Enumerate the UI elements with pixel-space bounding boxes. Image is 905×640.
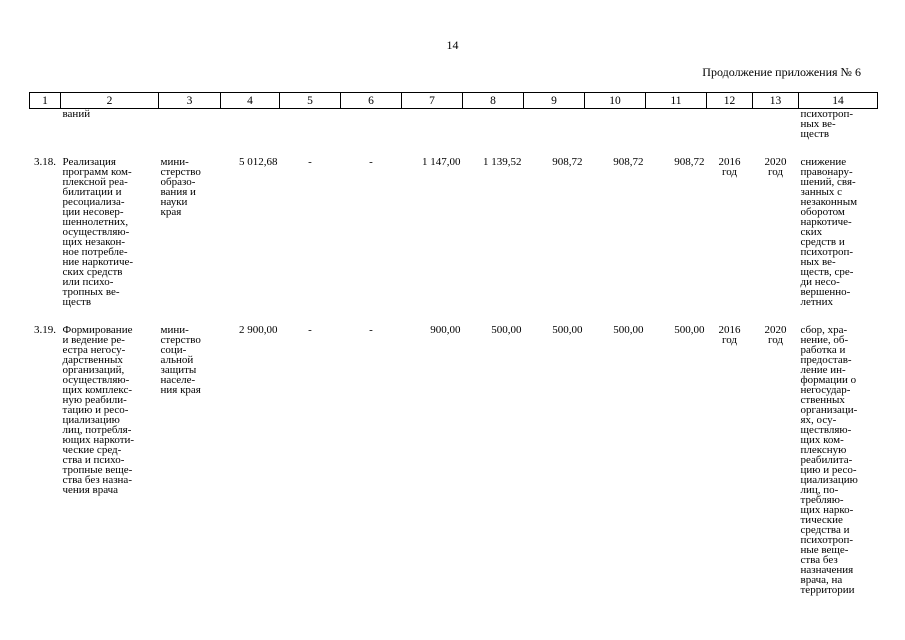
- column-header: 13: [753, 93, 799, 109]
- column-header: 11: [646, 93, 707, 109]
- executor: мини- стерство образо- вания и науки края: [160, 155, 201, 218]
- carry-over-result: психотроп- ных ве- ществ: [800, 108, 854, 140]
- column-header: 6: [341, 93, 402, 109]
- column-header: 7: [402, 93, 463, 109]
- column-header: 9: [524, 93, 585, 109]
- column-header: 12: [707, 93, 753, 109]
- page-number: 14: [446, 38, 459, 52]
- program-table: [29, 92, 878, 595]
- amount-col8: 500,00: [491, 323, 522, 336]
- amount-col5: -: [308, 155, 312, 168]
- amount-col8: 1 139,52: [483, 155, 522, 168]
- amount-col9: 908,72: [552, 155, 583, 168]
- amount-col10: 500,00: [613, 323, 644, 336]
- column-header: 4: [221, 93, 280, 109]
- amount-col6: -: [369, 323, 373, 336]
- expected-result: сбор, хра- нение, об- работка и предостав- ление ин- формации о негосудар- ственных организаци- ях, осу- ществляю- щих ком- плексную реабилита- цию и ресо- циализацию лиц, по- требляю- щих нарко- тические средства и психотроп- ные веще- ства без назначения врача, на территории: [800, 323, 858, 596]
- row-number: 3.18.: [34, 155, 56, 168]
- column-header: 3: [159, 93, 221, 109]
- amount-col11: 500,00: [674, 323, 705, 336]
- start-year: 2016 год: [718, 323, 741, 346]
- column-header: 1: [30, 93, 61, 109]
- table-row: [30, 157, 878, 325]
- end-year: 2020 год: [764, 155, 787, 178]
- table-row: [30, 325, 878, 595]
- activity-name: Формирование и ведение ре- естра негосу- дарственных организаций, осуществляю- щих комплекс- ную реабили- тацию и ресо- циализацию лиц, потребля- ющих наркоти- ческие сред- ства и психо- тропные веще- ства без назна- чения врача: [62, 323, 135, 496]
- column-header: 8: [463, 93, 524, 109]
- total-amount: 2 900,00: [239, 323, 278, 336]
- column-header: 14: [799, 93, 878, 109]
- carry-over-row: [30, 109, 878, 157]
- column-header: 2: [61, 93, 159, 109]
- amount-col10: 908,72: [613, 155, 644, 168]
- executor: мини- стерство соци- альной защиты населе- ния края: [160, 323, 201, 396]
- table-header-row: [30, 93, 878, 109]
- amount-col7: 1 147,00: [422, 155, 461, 168]
- total-amount: 5 012,68: [239, 155, 278, 168]
- row-number: 3.19.: [34, 323, 56, 336]
- carry-over-text: ваний: [62, 108, 91, 120]
- expected-result: снижение правонару- шений, свя- занных с незаконным оборотом наркотиче- ских средств и психотроп- ных ве- ществ, сре- ди несо- вершенно- летних: [800, 155, 858, 308]
- amount-col6: -: [369, 155, 373, 168]
- amount-col11: 908,72: [674, 155, 705, 168]
- amount-col5: -: [308, 323, 312, 336]
- activity-name: Реализация программ ком- плексной реа- билитации и ресоциализа- ции несовер- шеннолетних, осуществляю- щих незакон- ное потребле- ние наркотиче- ских средств или психо- тропных ве- ществ: [62, 155, 134, 308]
- column-header: 5: [280, 93, 341, 109]
- amount-col9: 500,00: [552, 323, 583, 336]
- start-year: 2016 год: [718, 155, 741, 178]
- amount-col7: 900,00: [430, 323, 461, 336]
- continuation-heading: Продолжение приложения № 6: [702, 65, 861, 79]
- column-header: 10: [585, 93, 646, 109]
- end-year: 2020 год: [764, 323, 787, 346]
